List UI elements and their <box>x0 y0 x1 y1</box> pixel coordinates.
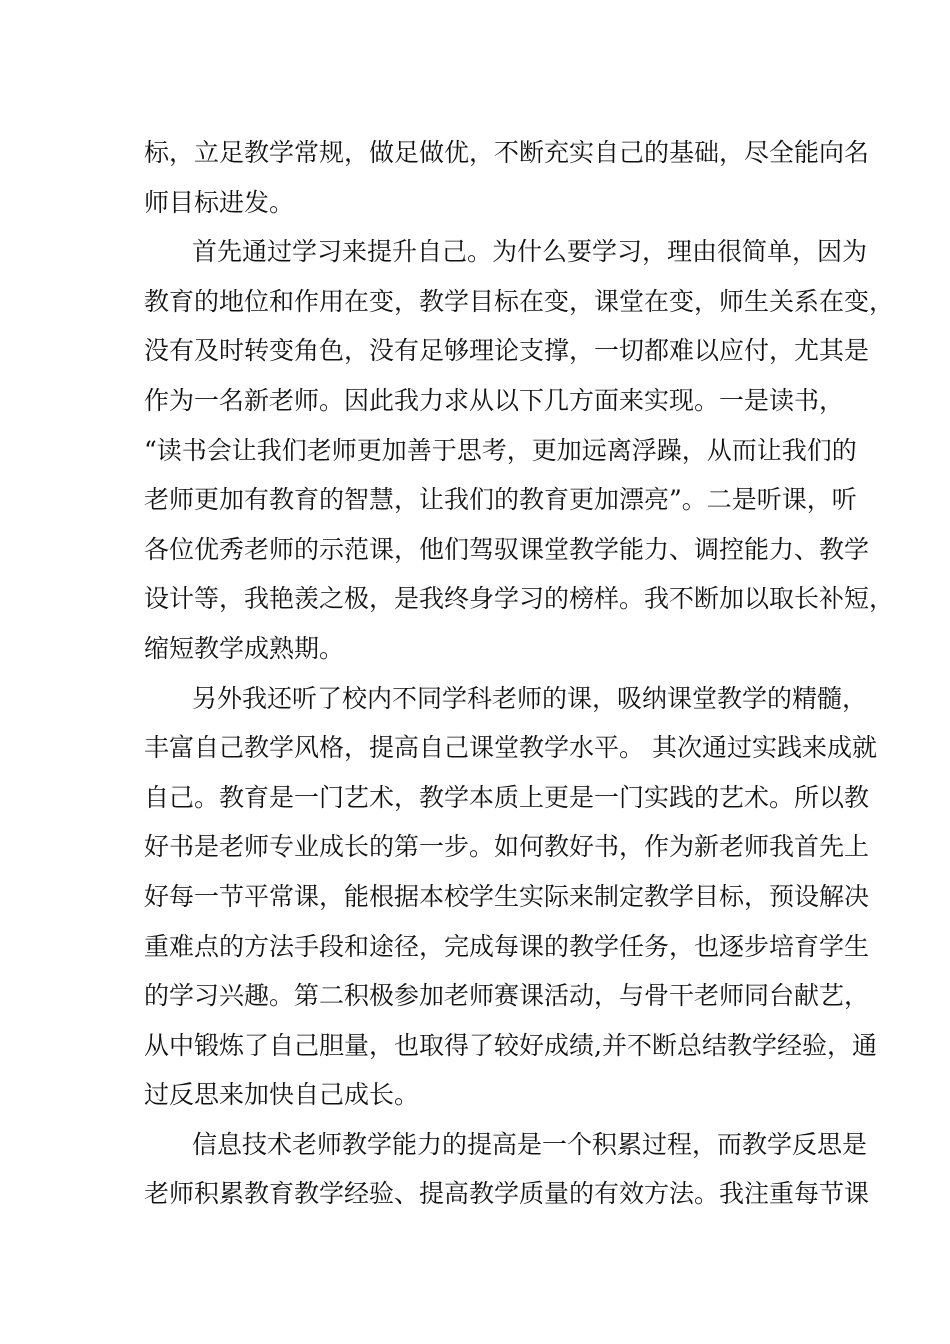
text-line: 老师积累教育教学经验、提高教学质量的有效方法。我注重每节课 <box>144 1179 870 1209</box>
text-line: 好书是老师专业成长的第一步。如何教好书，作为新老师我首先上 <box>144 832 870 862</box>
text-line: “读书会让我们老师更加善于思考，更加远离浮躁，从而让我们的 <box>144 435 857 465</box>
text-line: 师目标进发。 <box>144 187 295 217</box>
document-body <box>144 128 895 1219</box>
text-line: 信息技术老师教学能力的提高是一个积累过程，而教学反思是 <box>192 1129 868 1159</box>
text-line: 教育的地位和作用在变，教学目标在变，课堂在变，师生关系在变， <box>144 286 895 316</box>
text-line: 好每一节平常课，能根据本校学生实际来制定教学目标，预设解决 <box>144 881 870 911</box>
text-line: 重难点的方法手段和途径，完成每课的教学任务，也逐步培育学生 <box>144 931 870 961</box>
text-line: 没有及时转变角色，没有足够理论支撑，一切都难以应付，尤其是 <box>144 336 870 366</box>
text-line: 从中锻炼了自己胆量，也取得了较好成绩,并不断总结教学经验，通 <box>144 1030 877 1060</box>
paragraph-3 <box>144 674 877 1120</box>
text-line: 各位优秀老师的示范课，他们驾驭课堂教学能力、调控能力、教学 <box>144 534 870 564</box>
text-line: 丰富自己教学风格，提高自己课堂教学水平。 其次通过实践来成就 <box>144 733 877 763</box>
text-line: 首先通过学习来提升自己。为什么要学习，理由很简单，因为 <box>192 237 868 267</box>
paragraph-1 <box>144 128 870 227</box>
text-line: 另外我还听了校内不同学科老师的课，吸纳课堂教学的精髓， <box>192 683 868 713</box>
paragraph-2 <box>144 227 895 673</box>
text-line: 标，立足教学常规，做足做优，不断充实自己的基础，尽全能向名 <box>144 138 870 167</box>
text-line: 过反思来加快自己成长。 <box>144 1080 420 1110</box>
text-line: 的学习兴趣。第二积极参加老师赛课活动，与骨干老师同台献艺， <box>144 981 870 1011</box>
text-line: 缩短教学成熟期。 <box>144 633 345 663</box>
paragraph-4 <box>144 1120 870 1219</box>
text-line: 老师更加有教育的智慧，让我们的教育更加漂亮”。二是听课，听 <box>144 485 857 515</box>
text-line: 作为一名新老师。因此我力求从以下几方面来实现。一是读书， <box>144 385 845 415</box>
text-line: 设计等，我艳羡之极，是我终身学习的榜样。我不断加以取长补短， <box>144 584 895 614</box>
text-line: 自己。教育是一门艺术，教学本质上更是一门实践的艺术。所以教 <box>144 782 870 812</box>
